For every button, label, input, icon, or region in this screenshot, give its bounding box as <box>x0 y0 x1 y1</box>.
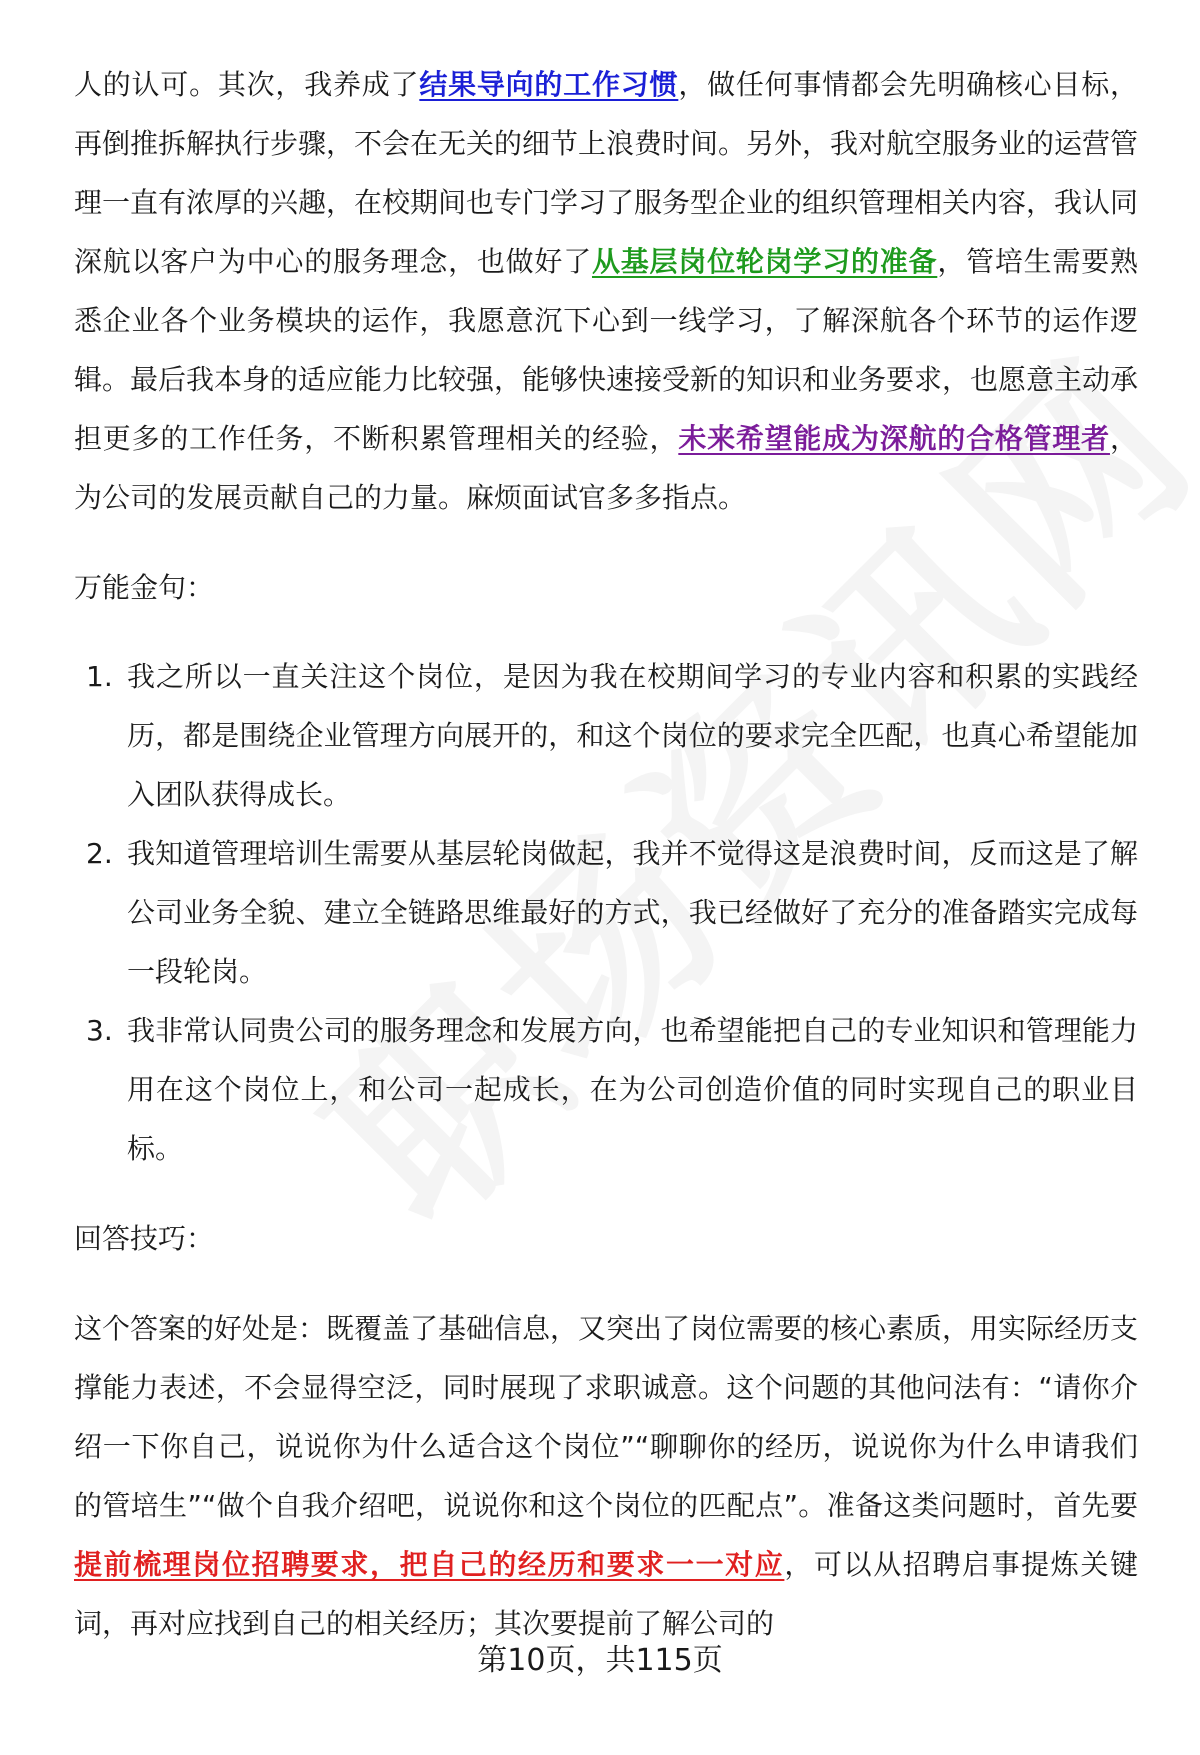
tips-text-2: ，可以从招聘启事提炼关键词，再对应找到自己的相关经历；其次要提前了解公司的 <box>74 1548 1138 1640</box>
golden-sentences-label: 万能金句： <box>74 571 215 604</box>
intro-text-3: ，管培生需要熟悉企业各个业务模块的运作，我愿意沉下心到一线学习，了解深航各个环节的运作逻辑。最后我本身的适应能力比较强，能够快速接受新的知识和业务要求，也愿意主动承担更多的工作任务，不断积累管理相关的经验， <box>74 245 1139 455</box>
highlight-result-oriented: 结果导向的工作习惯 <box>419 68 679 101</box>
tips-paragraph <box>74 1299 1138 1653</box>
list-item-number: 1. <box>86 660 113 693</box>
list-item-number: 3. <box>86 1014 113 1047</box>
highlight-rotation-ready: 从基层岗位轮岗学习的准备 <box>591 245 938 278</box>
golden-sentences-list <box>74 647 1138 1178</box>
list-item <box>74 824 1138 1001</box>
answer-tips-label: 回答技巧： <box>74 1222 215 1255</box>
highlight-match-requirements: 提前梳理岗位招聘要求，把自己的经历和要求一一对应 <box>74 1548 785 1581</box>
intro-text-4: ，为公司的发展贡献自己的力量。麻烦面试官多多指点。 <box>74 422 1138 514</box>
intro-text-1: 人的认可。其次，我养成了 <box>74 68 420 101</box>
page-content <box>74 55 1138 1653</box>
list-item-text: 我非常认同贵公司的服务理念和发展方向，也希望能把自己的专业知识和管理能力用在这个岗位上，和公司一起成长，在为公司创造价值的同时实现自己的职业目标。 <box>127 1014 1138 1165</box>
list-item-text: 我之所以一直关注这个岗位，是因为我在校期间学习的专业内容和积累的实践经历，都是围绕企业管理方向展开的，和这个岗位的要求完全匹配，也真心希望能加入团队获得成长。 <box>127 660 1138 811</box>
page-number: 第10页，共115页 <box>477 1643 723 1678</box>
list-item-text: 我知道管理培训生需要从基层轮岗做起，我并不觉得这是浪费时间，反而这是了解公司业务全貌、建立全链路思维最好的方式，我已经做好了充分的准备踏实完成每一段轮岗。 <box>127 837 1138 988</box>
list-item-number: 2. <box>86 837 113 870</box>
highlight-future-manager: 未来希望能成为深航的合格管理者 <box>678 422 1110 455</box>
list-item <box>74 1001 1138 1178</box>
tips-text-1: 这个答案的好处是：既覆盖了基础信息，又突出了岗位需要的核心素质，用实际经历支撑能力表述，不会显得空泛，同时展现了求职诚意。这个问题的其他问法有：“请你介绍一下你自己，说说你为什么适合这个岗位”“聊聊你的经历，说说你为什么申请我们的管培生”“做个自我介绍吧，说说你和这个岗位的匹配点”。准备这类问题时，首先要 <box>74 1312 1139 1522</box>
intro-paragraph <box>74 55 1138 527</box>
intro-text-2: ，做任何事情都会先明确核心目标，再倒推拆解执行步骤，不会在无关的细节上浪费时间。另外，我对航空服务业的运营管理一直有浓厚的兴趣，在校期间也专门学习了服务型企业的组织管理相关内容，我认同深航以客户为中心的服务理念，也做好了 <box>74 68 1139 278</box>
list-item <box>74 647 1138 824</box>
